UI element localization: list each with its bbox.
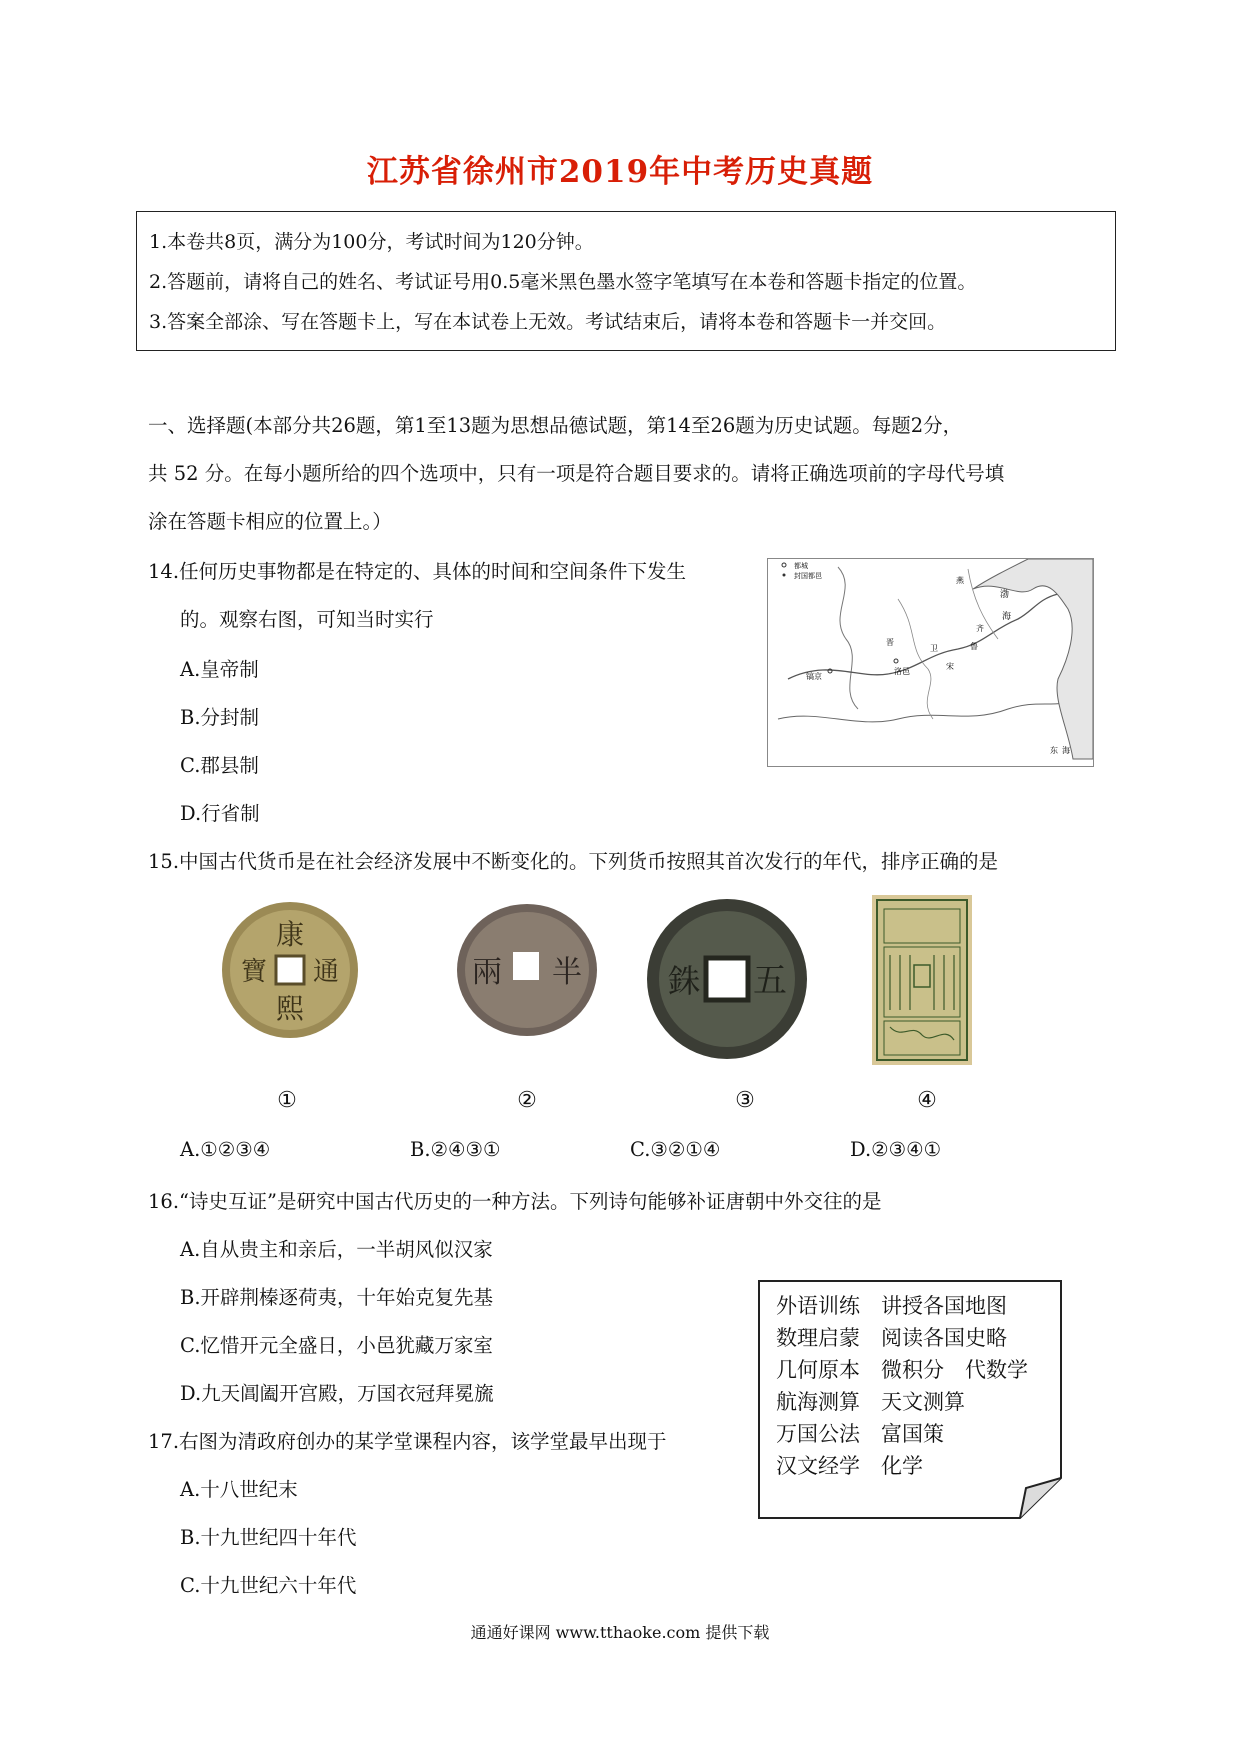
section-intro-line: 涂在答题卡相应的位置上。） [148, 510, 392, 533]
notice-line: 3.答案全部涂、写在答题卡上，写在本试卷上无效。考试结束后，请将本卷和答题卡一并交回。 [149, 311, 947, 333]
map-label-bo: 渤 [1000, 590, 1010, 600]
course-line: 汉文经学 化学 [776, 1454, 923, 1478]
q14-option-c: C.郡县制 [180, 754, 259, 777]
coin-banliang-image [455, 900, 600, 1040]
notice-line: 1.本卷共8页，满分为100分，考试时间为120分钟。 [149, 231, 594, 253]
map-label-donghai: 海 [1062, 746, 1070, 755]
coin3-char-left: 銖 [667, 962, 701, 1000]
q16-stem: 16.“诗史互证”是研究中国古代历史的一种方法。下列诗句能够补证唐朝中外交往的是 [148, 1190, 882, 1213]
coin1-char-left: 寶 [240, 957, 268, 987]
jiaozi-paper-money-image [872, 895, 972, 1065]
western-zhou-map [767, 558, 1094, 767]
q17-stem: 17.右图为清政府创办的某学堂课程内容，该学堂最早出现于 [148, 1430, 667, 1453]
map-label-lu: 鲁 [970, 642, 978, 651]
q16-option-c: C.忆惜开元全盛日，小邑犹藏万家室 [180, 1334, 493, 1357]
map-legend-fief: 封国都邑 [794, 572, 822, 580]
q17-option-c: C.十九世纪六十年代 [180, 1574, 357, 1597]
q17-option-b: B.十九世纪四十年代 [180, 1526, 357, 1549]
coin-wuzhu-image [640, 892, 815, 1067]
map-legend-capital: 都城 [794, 562, 808, 570]
q15-option-a: A.①②③④ [180, 1138, 271, 1161]
section-intro-line: 共 52 分。在每小题所给的四个选项中，只有一项是符合题目要求的。请将正确选项前的字母代号填 [148, 462, 1005, 485]
q16-option-b: B.开辟荆榛逐荷夷，十年始克复先基 [180, 1286, 494, 1309]
coin1-char-top: 康 [275, 918, 305, 951]
coin1-char-bottom: 熙 [275, 992, 305, 1025]
map-label-jin: 晋 [886, 638, 894, 647]
q16-option-d: D.九天阊阖开宫殿，万国衣冠拜冕旒 [180, 1382, 494, 1405]
coin3-char-right: 五 [753, 961, 787, 1001]
coin2-char-right: 半 [552, 955, 582, 990]
coin-kangxi-image [220, 900, 360, 1040]
coin1-char-right: 通 [312, 957, 340, 987]
coin-label-2: ② [517, 1088, 537, 1113]
q15-option-c: C.③②①④ [630, 1138, 721, 1161]
course-line: 万国公法 富国策 [776, 1422, 944, 1446]
course-line: 几何原本 微积分 代数学 [776, 1358, 1028, 1382]
q16-option-a: A.自从贵主和亲后，一半胡风似汉家 [180, 1238, 493, 1261]
coin2-char-left: 兩 [472, 955, 502, 990]
map-label-yan: 燕 [956, 576, 964, 585]
course-line: 数理启蒙 阅读各国史略 [776, 1326, 1007, 1350]
course-line: 航海测算 天文测算 [776, 1390, 965, 1414]
q14-option-d: D.行省制 [180, 802, 260, 825]
coin-label-4: ④ [917, 1088, 937, 1113]
q15-option-d: D.②③④① [850, 1138, 942, 1161]
q17-option-a: A.十八世纪末 [180, 1478, 298, 1501]
notice-line: 2.答题前，请将自己的姓名、考试证号用0.5毫米黑色墨水签字笔填写在本卷和答题卡指定的位置。 [149, 271, 977, 293]
map-label-hai: 海 [1002, 612, 1012, 622]
q14-option-a: A.皇帝制 [180, 658, 259, 681]
q14-stem: 的。观察右图，可知当时实行 [180, 608, 434, 631]
map-label-wei: 卫 [930, 644, 938, 653]
q15-stem: 15.中国古代货币是在社会经济发展中不断变化的。下列货币按照其首次发行的年代，排序正确的是 [148, 850, 999, 873]
map-label-dong: 东 [1050, 746, 1058, 755]
page-title: 江苏省徐州市2019年中考历史真题 [366, 154, 874, 190]
coin-label-1: ① [277, 1088, 297, 1113]
q15-option-b: B.②④③① [410, 1138, 501, 1161]
page-footer: 通通好课网 www.tthaoke.com 提供下载 [470, 1623, 770, 1642]
q14-option-b: B.分封制 [180, 706, 260, 729]
q14-stem: 14.任何历史事物都是在特定的、具体的时间和空间条件下发生 [148, 560, 687, 583]
coin-label-3: ③ [735, 1088, 755, 1113]
exam-notice-box [136, 211, 1116, 351]
map-label-song: 宋 [946, 662, 954, 671]
course-line: 外语训练 讲授各国地图 [776, 1294, 1007, 1318]
map-label-qi: 齐 [976, 624, 984, 633]
section-intro-line: 一、选择题(本部分共26题，第1至13题为思想品德试题，第14至26题为历史试题。每题2分， [148, 414, 963, 437]
map-label-luoyi: 洛邑 [894, 667, 910, 676]
map-label-haojing: 镐京 [806, 672, 822, 681]
